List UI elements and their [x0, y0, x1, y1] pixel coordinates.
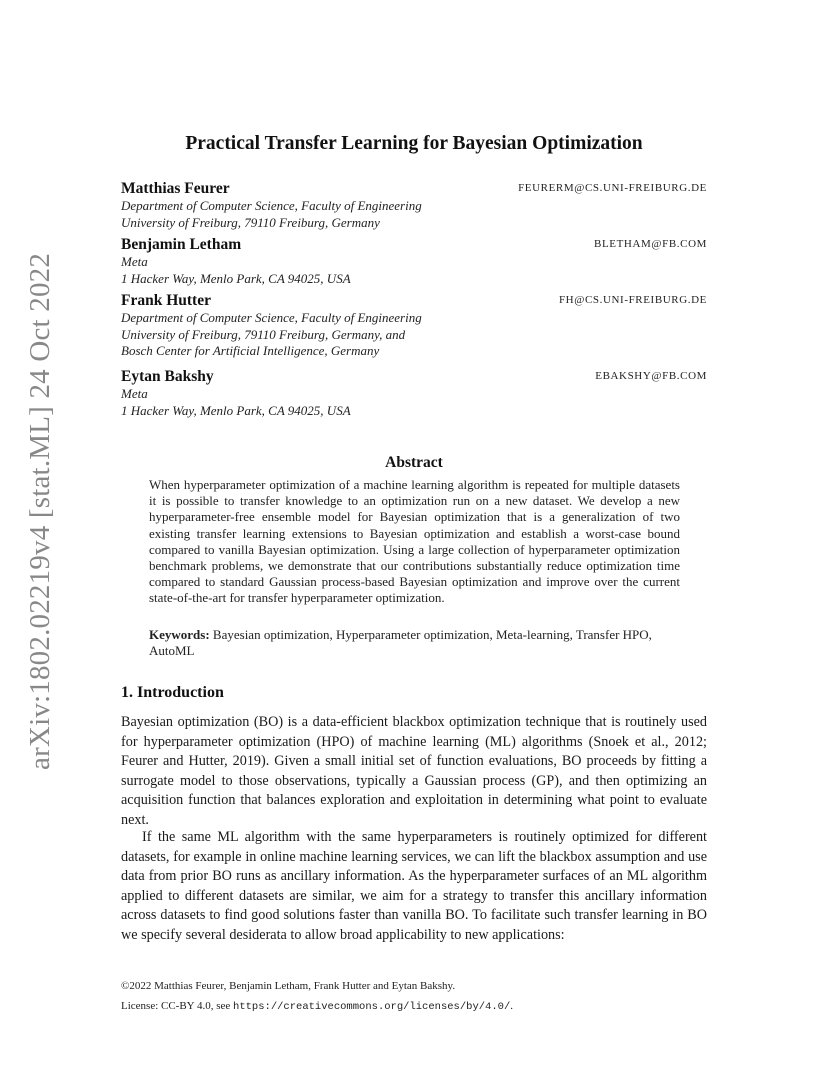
author-name: Frank Hutter — [121, 292, 211, 309]
author-name: Benjamin Letham — [121, 236, 242, 253]
section-heading: 1. Introduction — [121, 684, 224, 701]
abstract-heading: Abstract — [385, 454, 443, 471]
arxiv-id[interactable]: arXiv:1802.02219v4 [stat.ML] 24 Oct 2022 — [24, 252, 56, 770]
author-block — [121, 180, 707, 231]
author-affiliation-line: University of Freiburg, 79110 Freiburg, Germany — [121, 214, 380, 230]
author-affiliation-line: Department of Computer Science, Faculty of Engineering — [121, 310, 422, 325]
author-name: Matthias Feurer — [121, 180, 230, 197]
abstract-text: When hyperparameter optimization of a machine learning algorithm is repeated for multiple datasets it is possible to transfer knowledge to an optimization run on a new dataset. We develop a new hyperparameter-free ensemble model for Bayesian optimization that is a generalization of two existing transfer learning extensions to Bayesian optimization and establish a worst-case bound compared to vanilla Bayesian optimization. Using a large collection of hyperparameter optimization benchmark problems, we demonstrate that our contributions substantially reduce optimization time compared to standard Gaussian process-based Bayesian optimization and improve over the current state-of-the-art for transfer hyperparameter optimization. — [149, 477, 680, 606]
author-affiliation-line: 1 Hacker Way, Menlo Park, CA 94025, USA — [121, 270, 351, 286]
author-affiliation-line: Meta — [121, 386, 148, 401]
keywords-label: Keywords: — [149, 627, 210, 642]
keywords-list: Bayesian optimization, Hyperparameter optimization, Meta-learning, Transfer HPO, AutoML — [149, 627, 652, 659]
license-notice — [121, 1000, 707, 1013]
license-link[interactable]: https://creativecommons.org/licenses/by/4.0/ — [233, 1001, 511, 1013]
license-prefix: License: CC-BY 4.0, see — [121, 1000, 234, 1012]
author-block — [121, 236, 707, 287]
paper-title: Practical Transfer Learning for Bayesian Optimization — [185, 133, 643, 154]
author-email[interactable]: FH@CS.UNI-FREIBURG.DE — [558, 294, 707, 306]
body-paragraph: If the same ML algorithm with the same hyperparameters is routinely optimized for different datasets, for example in online machine learning services, we can lift the blackbox assumption and use data from prior BO runs as ancillary information. As the hyperparameter surfaces of an ML algorithm applied to different datasets are similar, we aim for a strategy to transfer this ancillary information across datasets to find good solutions faster than vanilla BO. To facilitate such transfer learning in BO we specify several desiderata to allow broad applicability to new applications: — [121, 829, 707, 943]
author-email[interactable]: EBAKSHY@FB.COM — [595, 370, 707, 382]
keywords — [149, 627, 680, 659]
author-block — [121, 292, 707, 360]
author-affiliation-line: Meta — [121, 254, 148, 269]
author-affiliation-line: 1 Hacker Way, Menlo Park, CA 94025, USA — [121, 402, 351, 418]
author-block — [121, 368, 707, 419]
body-paragraph: Bayesian optimization (BO) is a data-efficient blackbox optimization technique that is routinely used for hyperparameter optimization (HPO) of machine learning (ML) algorithms (Snoek et al., 2012; Feurer and Hutter, 2019). Given a small initial set of function evaluations, BO proceeds by fitting a surrogate model to those observations, typically a Gaussian process (GP), and then optimizing an acquisition function that balances exploration and exploitation in determining what point to evaluate next. — [121, 714, 707, 828]
author-email[interactable]: BLETHAM@FB.COM — [594, 238, 707, 250]
author-affiliation-line: Department of Computer Science, Faculty of Engineering — [121, 198, 422, 213]
author-affiliation-line: Bosch Center for Artificial Intelligence, Germany — [121, 343, 380, 358]
arxiv-sidebar-stamp — [22, 252, 58, 772]
license-suffix: . — [510, 1000, 514, 1012]
copyright-notice: ©2022 Matthias Feurer, Benjamin Letham, Frank Hutter and Eytan Bakshy. — [121, 980, 456, 992]
author-name: Eytan Bakshy — [121, 368, 214, 385]
author-email[interactable]: FEURERM@CS.UNI-FREIBURG.DE — [518, 182, 707, 194]
author-affiliation-line: University of Freiburg, 79110 Freiburg, Germany, and — [121, 326, 406, 342]
